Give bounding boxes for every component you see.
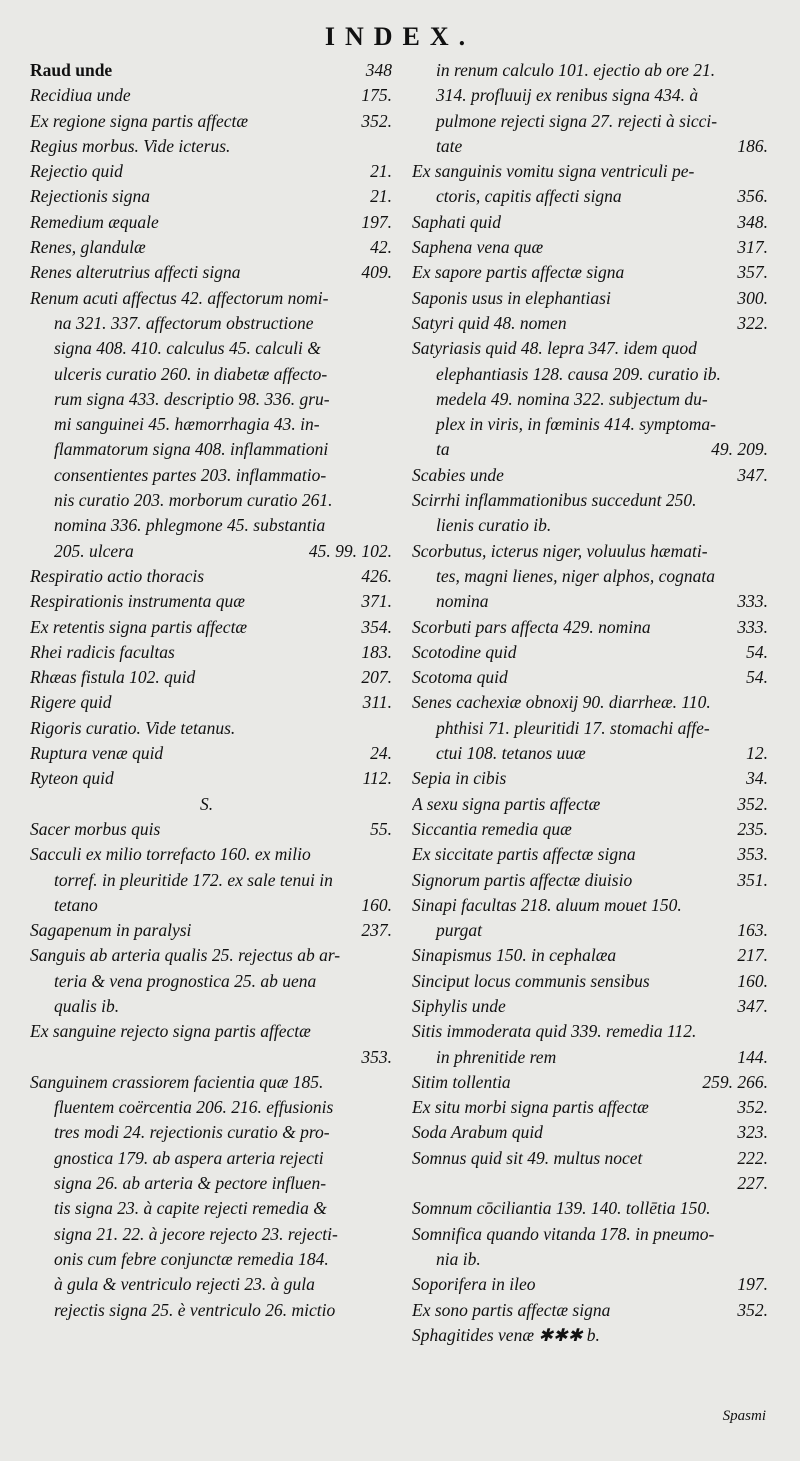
index-entry [30,336,392,361]
index-entry [412,817,768,842]
index-entry [412,842,768,867]
entry-text: fluentem coërcentia 206. 216. effusionis [54,1097,334,1118]
entry-text: à gula & ventriculo rejecti 23. à gula [54,1274,315,1295]
entry-page-ref: 371. [361,591,392,612]
entry-page-ref: 49. 209. [711,439,768,460]
entry-text: Renes, glandulæ [30,237,146,258]
entry-text: ulceris curatio 260. in diabetæ affecto- [54,363,328,384]
entry-text: qualis ib. [54,995,120,1016]
entry-page-ref: 351. [737,869,768,890]
entry-text: Sinapismus 150. in cephalæa [412,945,617,966]
index-entry [30,564,392,589]
index-entry [30,1196,392,1221]
entry-page-ref: 347. [737,464,768,485]
entry-text: Sacculi ex milio torrefacto 160. ex milio [30,844,311,865]
index-entry [412,1171,768,1196]
index-entry [30,387,392,412]
entry-page-ref: 311. [362,692,392,713]
index-entry [412,1120,768,1145]
index-entry [30,488,392,513]
index-entry [412,58,768,83]
entry-text: gnostica 179. ab aspera arteria rejecti [54,1147,324,1168]
index-entry [30,463,392,488]
entry-text: Rhæas fistula 102. quid [30,667,196,688]
entry-text: Siccantia remedia quæ [412,818,572,839]
index-entry [412,766,768,791]
index-entry [30,969,392,994]
index-entry [412,412,768,437]
entry-text: phthisi 71. pleuritidi 17. stomachi affe- [436,717,710,738]
index-entry [412,1247,768,1272]
index-entry [412,387,768,412]
entry-page-ref: 333. [737,591,768,612]
index-entry [30,513,392,538]
entry-page-ref: 21. [370,186,392,207]
entry-text: Sitis immoderata quid 339. remedia 112. [412,1021,697,1042]
entry-text: Sacer morbus quis [30,818,161,839]
index-entry [30,943,392,968]
index-entry [412,1323,768,1348]
entry-page-ref: 144. [737,1046,768,1067]
entry-text: in phrenitide rem [436,1046,557,1067]
entry-text: ctoris, capitis affecti signa [436,186,622,207]
entry-text: mi sanguinei 45. hæmorrhagia 43. in- [54,414,320,435]
index-entry [412,1298,768,1323]
index-entry [30,83,392,108]
index-entry [412,109,768,134]
entry-text: medela 49. nomina 322. subjectum du- [436,388,708,409]
entry-text: Ryteon quid [30,768,114,789]
entry-page-ref: 356. [737,186,768,207]
entry-text: Renum acuti affectus 42. affectorum nomi- [30,287,329,308]
index-entry [30,716,392,741]
entry-page-ref: 55. [370,818,392,839]
entry-text: Scorbuti pars affecta 429. nomina [412,616,651,637]
index-entry [412,564,768,589]
entry-text: 314. profluuij ex renibus signa 434. à [436,85,699,106]
entry-text: Ex retentis signa partis affectæ [30,616,248,637]
entry-text: lienis curatio ib. [436,515,552,536]
index-entry [30,792,392,817]
index-entry [30,58,392,83]
entry-text: Soda Arabum quid [412,1122,543,1143]
entry-page-ref: 352. [737,1299,768,1320]
entry-text: 205. ulcera [54,540,134,561]
entry-page-ref: 12. [746,743,768,764]
index-entry [412,362,768,387]
entry-page-ref: 357. [737,262,768,283]
entry-text: Respirationis instrumenta quæ [30,591,245,612]
index-entry [30,109,392,134]
entry-text: Somnus quid sit 49. multus nocet [412,1147,643,1168]
entry-text: Sphagitides venæ ✱✱✱ b. [412,1324,600,1345]
entry-page-ref: 21. [370,161,392,182]
entry-text: nomina [436,591,489,612]
entry-text: Remedium æquale [30,211,159,232]
entry-text: Scorbutus, icterus niger, voluulus hæmati- [412,540,708,561]
entry-text: nomina 336. phlegmone 45. substantia [54,515,326,536]
index-entry [30,665,392,690]
entry-page-ref: 163. [737,920,768,941]
index-entry [412,1095,768,1120]
index-entry [412,690,768,715]
index-entry [412,513,768,538]
index-entry [30,1070,392,1095]
index-entry [30,1247,392,1272]
catchword: Spasmi [722,1408,766,1424]
entry-page-ref: 222. [737,1147,768,1168]
index-entry [30,842,392,867]
index-entry [412,918,768,943]
entry-page-ref: 352. [737,793,768,814]
entry-page-ref: 54. [746,667,768,688]
entry-text: Ex situ morbi signa partis affectæ [412,1097,649,1118]
index-entry [412,589,768,614]
entry-text: tes, magni lienes, niger alphos, cognata [436,565,716,586]
index-entry [30,184,392,209]
index-entry [30,640,392,665]
entry-text: Signorum partis affectæ diuisio [412,869,633,890]
entry-page-ref: 352. [737,1097,768,1118]
index-entry [30,817,392,842]
index-entry [412,943,768,968]
entry-text: tis signa 23. à capite rejecti remedia & [54,1198,327,1219]
entry-text: Sinciput locus communis sensibus [412,970,650,991]
index-entry [412,741,768,766]
entry-text: Scotodine quid [412,641,517,662]
entry-text: ta [436,439,450,460]
entry-page-ref: 353. [361,1046,392,1067]
index-entry [412,615,768,640]
index-entry [30,235,392,260]
entry-page-ref: 186. [737,135,768,156]
entry-text: Renes alterutrius affecti signa [30,262,241,283]
index-entry [412,184,768,209]
index-entry [30,868,392,893]
index-entry [412,665,768,690]
index-entry [412,994,768,1019]
entry-text: Somnum cōciliantia 139. 140. tollētia 150. [412,1198,711,1219]
entry-text: Siphylis unde [412,995,506,1016]
index-entry [30,1146,392,1171]
index-entry [412,1272,768,1297]
index-entry [412,83,768,108]
index-entry [30,994,392,1019]
index-entry [412,1019,768,1044]
entry-text: Somnifica quando vitanda 178. in pneumo- [412,1223,715,1244]
entry-text: Sagapenum in paralysi [30,920,192,941]
entry-text: Satyri quid 48. nomen [412,312,567,333]
index-entry [30,615,392,640]
index-entry [412,792,768,817]
index-entry [30,260,392,285]
index-entry [30,741,392,766]
entry-text: na 321. 337. affectorum obstructione [54,312,314,333]
entry-page-ref: 323. [737,1122,768,1143]
index-entry [30,589,392,614]
entry-text: Ex sanguinis vomitu signa ventriculi pe- [412,161,695,182]
entry-page-ref: 217. [737,945,768,966]
entry-text: in renum calculo 101. ejectio ab ore 21. [436,60,716,80]
entry-text: Recidiua unde [30,85,131,106]
entry-text: signa 26. ab arteria & pectore influen- [54,1173,327,1194]
entry-text: Ex sapore partis affectæ signa [412,262,625,283]
entry-page-ref: 352. [361,110,392,131]
entry-page-ref: 426. [361,565,392,586]
entry-text: Rigere quid [30,692,112,713]
index-entry [30,362,392,387]
index-entry [412,1045,768,1070]
index-entry [30,918,392,943]
entry-text: tate [436,135,463,156]
index-entry [412,311,768,336]
index-entry [412,336,768,361]
index-entry [30,1222,392,1247]
index-entry [412,893,768,918]
entry-text: purgat [436,920,483,941]
entry-text: Scirrhi inflammationibus succedunt 250. [412,490,697,511]
entry-text: rum signa 433. descriptio 98. 336. gru- [54,388,330,409]
entry-text: Saponis usus in elephantiasi [412,287,611,308]
entry-text: Sinapi facultas 218. aluum mouet 150. [412,894,682,915]
index-entry [30,1045,392,1070]
entry-page-ref: 348 [365,60,392,80]
entry-page-ref: 183. [361,641,392,662]
index-entry [30,437,392,462]
index-entry [412,286,768,311]
index-entry [30,1272,392,1297]
entry-text: Scabies unde [412,464,504,485]
entry-page-ref: 197. [737,1274,768,1295]
entry-page-ref: 354. [361,616,392,637]
entry-page-ref: 348. [737,211,768,232]
entry-text: consentientes partes 203. inflammatio- [54,464,327,485]
entry-text: Ruptura venæ quid [30,743,164,764]
index-entry [30,159,392,184]
index-entry [412,159,768,184]
index-entry [412,969,768,994]
entry-page-ref: 317. [737,237,768,258]
entry-page-ref: 175. [361,85,392,106]
entry-text: pulmone rejecti signa 27. rejecti à sicci- [436,110,718,131]
index-entry [412,1146,768,1171]
index-entry [412,539,768,564]
entry-text: Satyriasis quid 48. lepra 347. idem quod [412,338,697,359]
entry-page-ref: 227. [737,1173,768,1194]
index-entry [412,1196,768,1221]
entry-text: rejectis signa 25. è ventriculo 26. mictio [54,1299,336,1320]
entry-page-ref: 197. [361,211,392,232]
entry-page-ref: 353. [737,844,768,865]
entry-text: teria & vena prognostica 25. ab uena [54,970,317,991]
entry-text: Saphena vena quæ [412,237,544,258]
entry-text: signa 408. 410. calculus 45. calculi & [54,338,321,359]
entry-page-ref: 235. [737,818,768,839]
entry-text: Rejectionis signa [30,186,151,207]
index-entry [30,1298,392,1323]
entry-text: plex in viris, in fœminis 414. symptoma- [436,414,716,435]
index-entry [412,210,768,235]
entry-text: tetano [54,894,98,915]
entry-page-ref: 207. [361,667,392,688]
index-entry [412,716,768,741]
index-entry [412,868,768,893]
entry-text: torref. in pleuritide 172. ex sale tenui in [54,869,333,890]
index-entry [30,1095,392,1120]
index-entry [412,260,768,285]
entry-text: nia ib. [436,1248,481,1269]
index-entry [30,134,392,159]
entry-text: Sanguinem crassiorem facientia quæ 185. [30,1071,324,1092]
entry-text: Rigoris curatio. Vide tetanus. [30,717,236,738]
index-entry [30,210,392,235]
entry-text: signa 21. 22. à jecore rejecto 23. rejecti- [54,1223,338,1244]
entry-text: Raud unde [30,60,113,80]
entry-page-ref: 160. [737,970,768,991]
entry-page-ref: 24. [370,743,392,764]
entry-page-ref: 54. [746,641,768,662]
entry-text: A sexu signa partis affectæ [412,793,601,814]
entry-text: Scotoma quid [412,667,508,688]
entry-text: Ex sanguine rejecto signa partis affectæ [30,1021,311,1042]
index-entry [30,539,392,564]
entry-text: onis cum febre conjunctæ remedia 184. [54,1248,329,1269]
index-entry [412,437,768,462]
right-column [412,58,768,1348]
entry-page-ref: 34. [746,768,768,789]
index-entry [412,640,768,665]
index-entry [30,766,392,791]
entry-text: S. [200,793,214,814]
entry-page-ref: 300. [737,287,768,308]
index-entry [30,1171,392,1196]
entry-text: Respiratio actio thoracis [30,565,205,586]
index-entry [30,893,392,918]
entry-page-ref: 409. [361,262,392,283]
entry-page-ref: 42. [370,237,392,258]
entry-text: Ex siccitate partis affectæ signa [412,844,636,865]
entry-text: Sitim tollentia [412,1071,511,1092]
index-entry [412,134,768,159]
entry-page-ref: 347. [737,995,768,1016]
index-entry [412,1070,768,1095]
entry-text: flammatorum signa 408. inflammationi [54,439,329,460]
left-column [30,58,392,1323]
entry-text: nis curatio 203. morborum curatio 261. [54,490,333,511]
index-entry [30,286,392,311]
entry-page-ref: 237. [361,920,392,941]
page-title: INDEX. [324,22,476,51]
entry-page-ref: 45. 99. 102. [308,540,392,561]
index-entry [30,690,392,715]
entry-text: Regius morbus. Vide icterus. [30,135,231,156]
index-entry [412,488,768,513]
index-entry [30,412,392,437]
entry-page-ref: 259. 266. [702,1071,768,1092]
index-entry [30,1019,392,1044]
entry-page-ref: 322. [737,312,768,333]
entry-page-ref: 333. [737,616,768,637]
index-entry [30,311,392,336]
entry-text: Rhei radicis facultas [30,641,175,662]
entry-text: tres modi 24. rejectionis curatio & pro- [54,1122,330,1143]
index-entry [30,1120,392,1145]
entry-page-ref: 112. [362,768,392,789]
index-entry [412,1222,768,1247]
entry-text: Ex regione signa partis affectæ [30,110,249,131]
entry-text: Ex sono partis affectæ signa [412,1299,611,1320]
entry-text: Rejectio quid [30,161,123,182]
entry-text: ctui 108. tetanos uuæ [436,743,586,764]
index-entry [412,463,768,488]
entry-text: Sepia in cibis [412,768,507,789]
entry-text: Saphati quid [412,211,501,232]
entry-text: Senes cachexiæ obnoxij 90. diarrheæ. 110. [412,692,711,713]
entry-text: Soporifera in ileo [412,1274,536,1295]
index-entry [412,235,768,260]
entry-text: elephantiasis 128. causa 209. curatio ib. [436,363,721,384]
entry-page-ref: 160. [361,894,392,915]
entry-text: Sanguis ab arteria qualis 25. rejectus ab ar- [30,945,341,966]
